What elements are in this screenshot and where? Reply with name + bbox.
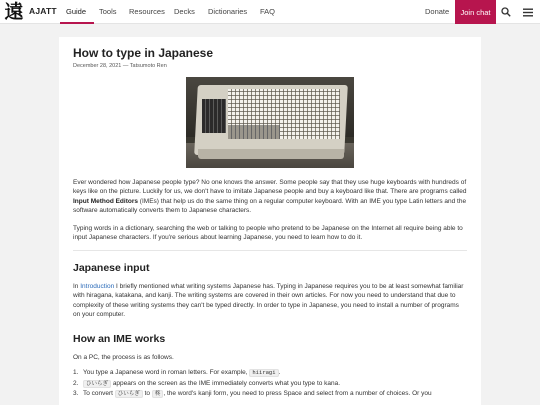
article-title: How to type in Japanese: [73, 46, 214, 60]
intro-paragraph: Ever wondered how Japanese people type? No one knows the answer. Some people say that they use huge keyboards with hundreds of keys like on the picture. Luckily for us, we don't have to imitate Japanese people and buy a keyboard like that. There are programs called Input Method Editors (IMEs) that help us do the same thing on a regular computer keyboard. With an IME you type Latin letters and the software automatically converts them to Japanese characters.: [73, 179, 467, 214]
steps-list: [73, 368, 467, 400]
japanese-input-paragraph: In Introduction I briefly mentioned what writing systems Japanese has. Typing in Japanese requires you to be at least somewhat familiar with hiragana, katakana, and kanji. The writing systems are covered in their own articles. For now you need to understand that due to complexity of these writing systems they can't be typed directly. In order to type in Japanese, you need to install a number of programs on your computer.: [73, 283, 464, 318]
nav-decks[interactable]: Decks: [174, 7, 195, 16]
list-item: 3. To convert ひいらぎ to 柊 , the word's kanji form, you need to press Space and select from a number of choices. Or you: [73, 390, 432, 397]
article-author: Tatsumoto Ren: [129, 63, 167, 69]
list-item: 1. You type a Japanese word in roman letters. For example, hiiragi .: [73, 369, 281, 376]
nav-resources[interactable]: Resources: [129, 7, 165, 16]
article-meta: [73, 63, 467, 70]
meta-separator: —: [122, 63, 129, 69]
second-paragraph: Typing words in a dictionary, searching the web or talking to people who pretend to be Japanese on the Internet all require being able to input Japanese characters. If you're serious about learning Japanese, you need to learn how to do it.: [73, 225, 463, 242]
section-divider: [73, 250, 467, 251]
ime-term: Input Method Editors: [73, 197, 138, 205]
nav-dictionaries[interactable]: Dictionaries: [208, 7, 248, 16]
process-intro: On a PC, the process is as follows.: [73, 354, 174, 361]
top-navbar: [0, 0, 540, 24]
logo-glyph: 遠: [4, 1, 24, 23]
japanese-keyboard-image: [186, 77, 354, 168]
nav-guide[interactable]: Guide: [66, 7, 87, 16]
join-chat-button[interactable]: Join chat: [455, 0, 496, 24]
heading-japanese-input: Japanese input: [73, 262, 150, 274]
introduction-link[interactable]: Introduction: [80, 283, 115, 290]
heading-how-ime-works: How an IME works: [73, 333, 166, 345]
site-logo[interactable]: [2, 1, 26, 23]
active-nav-indicator: [60, 22, 94, 24]
nav-faq[interactable]: FAQ: [260, 7, 276, 16]
search-icon[interactable]: [499, 5, 513, 19]
code-hiragana: ひいらぎ: [83, 380, 111, 388]
code-kanji: 柊: [152, 390, 164, 398]
code-hiiragi: hiiragi: [249, 369, 278, 377]
article-header: [73, 46, 467, 70]
menu-icon[interactable]: [521, 5, 535, 19]
brand-name[interactable]: AJATT: [29, 6, 57, 16]
nav-tools[interactable]: Tools: [99, 7, 117, 16]
list-item: 2. ひいらぎ appears on the screen as the IME immediately converts what you type to kana.: [73, 379, 341, 387]
article-date: December 28, 2021: [73, 63, 122, 69]
code-hiragana: ひいらぎ: [115, 390, 143, 398]
donate-link[interactable]: Donate: [425, 7, 450, 16]
article-card: [59, 37, 481, 405]
